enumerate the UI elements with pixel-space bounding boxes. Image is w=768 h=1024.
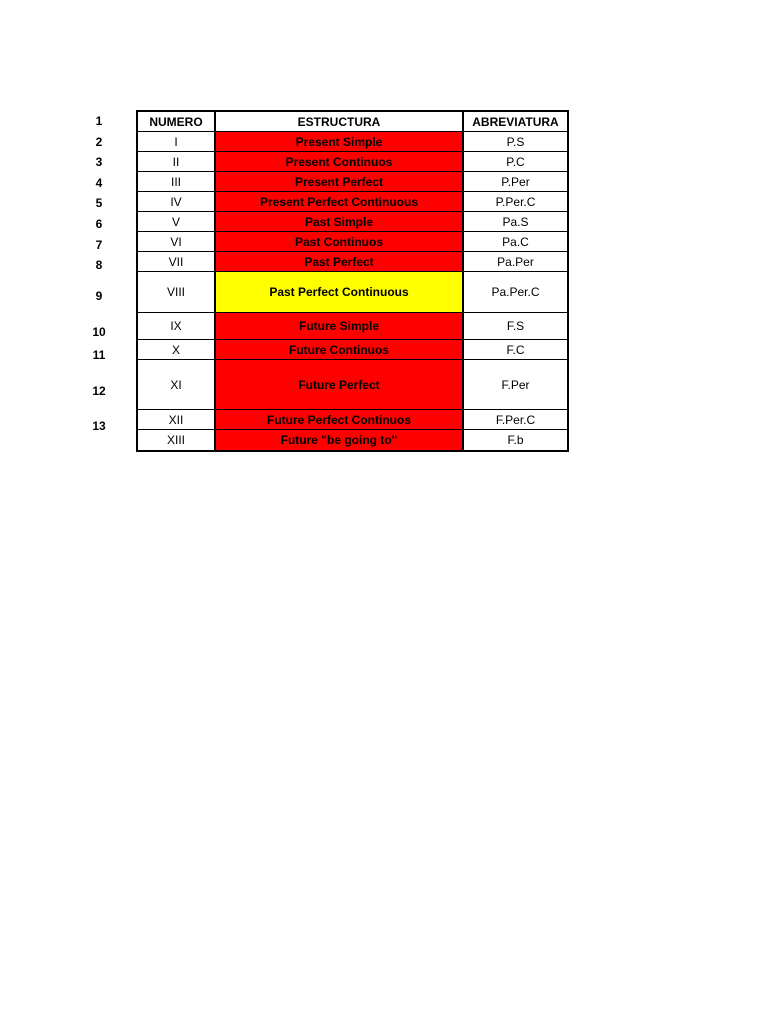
estructura-cell: Present Perfect xyxy=(215,172,463,192)
header-row xyxy=(137,111,568,132)
estructura-cell: Future "be going to" xyxy=(215,430,463,451)
numero-cell: XII xyxy=(137,410,215,430)
numero-cell: I xyxy=(137,132,215,152)
row-number: 2 xyxy=(95,135,103,149)
row-number: 6 xyxy=(95,217,103,231)
abreviatura-cell: Pa.Per xyxy=(463,252,568,272)
table-row xyxy=(137,313,568,340)
row-number: 1 xyxy=(95,114,103,128)
abreviatura-cell: F.C xyxy=(463,340,568,360)
abreviatura-cell: P.S xyxy=(463,132,568,152)
table-row xyxy=(137,212,568,232)
abreviatura-cell: Pa.S xyxy=(463,212,568,232)
table-row xyxy=(137,172,568,192)
numero-cell: VIII xyxy=(137,272,215,313)
estructura-cell: Present Perfect Continuous xyxy=(215,192,463,212)
row-number: 10 xyxy=(92,325,106,339)
header-estructura: ESTRUCTURA xyxy=(215,111,463,132)
table-row xyxy=(137,252,568,272)
header-abreviatura: ABREVIATURA xyxy=(463,111,568,132)
numero-cell: V xyxy=(137,212,215,232)
row-number: 12 xyxy=(92,384,106,398)
numero-cell: VI xyxy=(137,232,215,252)
row-number: 5 xyxy=(95,196,103,210)
header-numero: NUMERO xyxy=(137,111,215,132)
table-row xyxy=(137,232,568,252)
estructura-cell: Present Simple xyxy=(215,132,463,152)
table-row xyxy=(137,340,568,360)
numero-cell: VII xyxy=(137,252,215,272)
abreviatura-cell: F.Per.C xyxy=(463,410,568,430)
abreviatura-cell: Pa.Per.C xyxy=(463,272,568,313)
row-number: 9 xyxy=(95,289,103,303)
estructura-cell: Future Continuos xyxy=(215,340,463,360)
estructura-cell: Present Continuos xyxy=(215,152,463,172)
table-row xyxy=(137,430,568,451)
abreviatura-cell: P.Per.C xyxy=(463,192,568,212)
numero-cell: III xyxy=(137,172,215,192)
numero-cell: II xyxy=(137,152,215,172)
table-row xyxy=(137,272,568,313)
numero-cell: XIII xyxy=(137,430,215,451)
row-number: 4 xyxy=(95,176,103,190)
numero-cell: XI xyxy=(137,360,215,410)
table-row xyxy=(137,132,568,152)
numero-cell: IV xyxy=(137,192,215,212)
estructura-cell: Past Perfect Continuous xyxy=(215,272,463,313)
table-row xyxy=(137,410,568,430)
row-number: 3 xyxy=(95,155,103,169)
abreviatura-cell: P.Per xyxy=(463,172,568,192)
numero-cell: IX xyxy=(137,313,215,340)
estructura-cell: Past Perfect xyxy=(215,252,463,272)
row-number: 8 xyxy=(95,258,103,272)
table-row xyxy=(137,192,568,212)
tense-table xyxy=(136,110,569,452)
row-number: 7 xyxy=(95,238,103,252)
row-number: 11 xyxy=(92,348,106,362)
numero-cell: X xyxy=(137,340,215,360)
table-row xyxy=(137,152,568,172)
row-number: 13 xyxy=(92,419,106,433)
abreviatura-cell: Pa.C xyxy=(463,232,568,252)
estructura-cell: Past Simple xyxy=(215,212,463,232)
abreviatura-cell: P.C xyxy=(463,152,568,172)
estructura-cell: Future Perfect Continuos xyxy=(215,410,463,430)
abreviatura-cell: F.Per xyxy=(463,360,568,410)
abreviatura-cell: F.b xyxy=(463,430,568,451)
abreviatura-cell: F.S xyxy=(463,313,568,340)
estructura-cell: Past Continuos xyxy=(215,232,463,252)
estructura-cell: Future Perfect xyxy=(215,360,463,410)
estructura-cell: Future Simple xyxy=(215,313,463,340)
table-row xyxy=(137,360,568,410)
